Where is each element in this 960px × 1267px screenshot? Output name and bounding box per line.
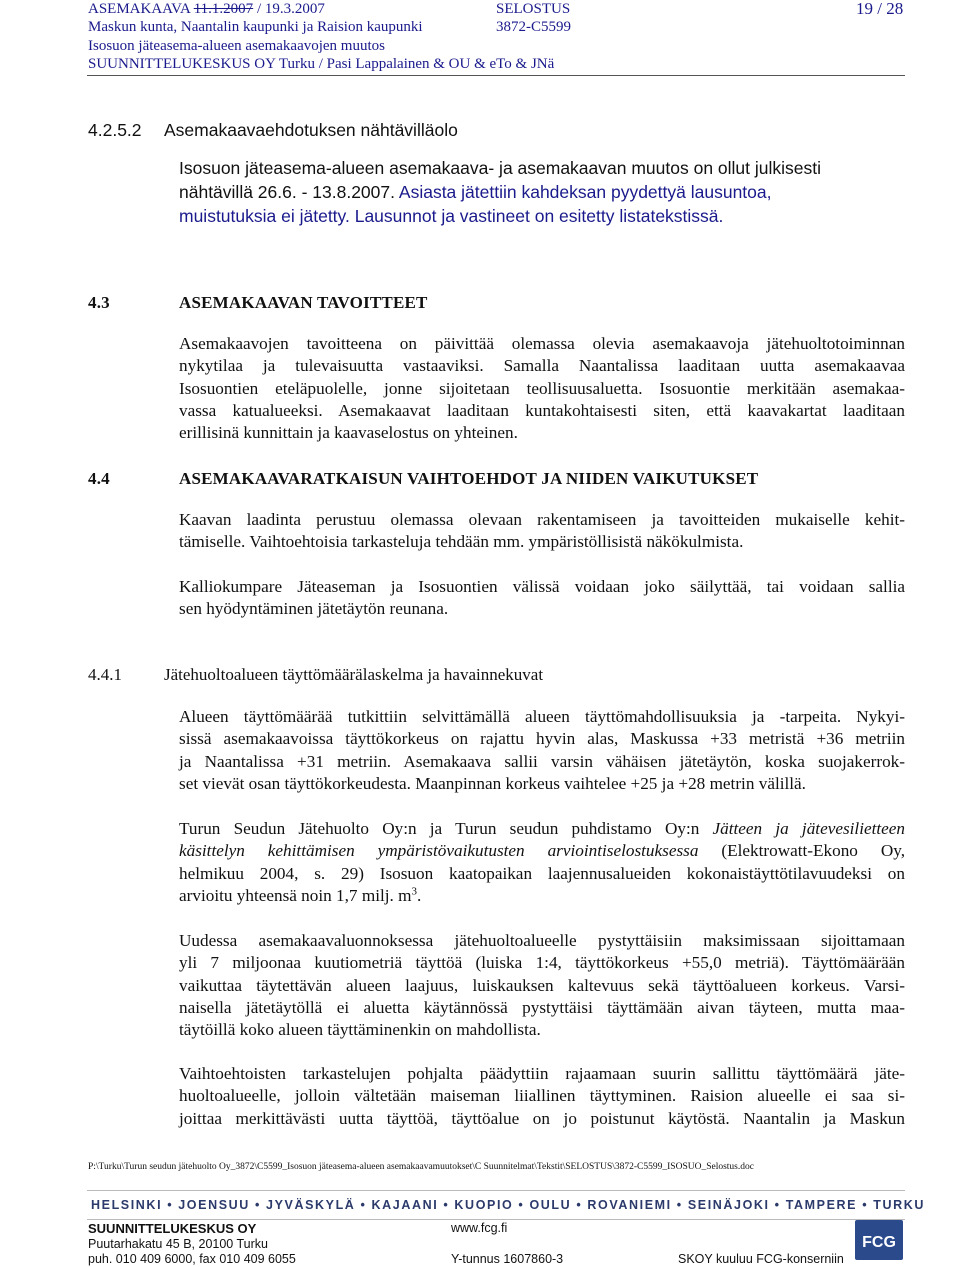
text-line: Uudessa asemakaavaluonnoksessa jätehuoltoalueelle pystyttäisiin maksimissaan sijoittamaan: [179, 931, 905, 950]
section-4-2-5-2-line: [179, 180, 905, 204]
text-line: sen hyödyntäminen jätetäytön reunana.: [179, 599, 449, 619]
office-cities-bar: [87, 1190, 925, 1220]
text-line: tämiselle. Vaihtoehtoisia tarkasteluja tehdään mm. ympäristöllisistä näkökulmista.: [179, 532, 744, 552]
section-4-2-5-2-paragraph: [179, 156, 905, 228]
section-4-4-number: 4.4: [88, 469, 110, 488]
fcg-logo-text: FCG: [862, 1234, 896, 1251]
section-4-3-paragraph: [179, 333, 905, 444]
text-line: nykytilaa ja tulevaisuutta vastaaviksi. Samalla Naantalissa laaditaan uutta asemakaavaa: [179, 356, 905, 376]
text-line: sissä asemakaavoissa täyttökorkeus on rajattu hyvin alas, Maskussa +33 metristä +36 metriin: [179, 729, 905, 749]
section-4-2-5-2-line: [179, 156, 905, 180]
header-municipalities: Maskun kunta, Naantalin kaupunki ja Raision kaupunki: [88, 19, 423, 35]
footer-website[interactable]: www.fcg.fi: [451, 1221, 508, 1235]
text-run-revised: Asiasta jätettiin kahdeksan pyydettyä lausuntoa,: [395, 182, 772, 202]
text-run: nähtävillä 26.6. - 13.8.2007.: [179, 182, 395, 202]
text-line: [179, 840, 905, 862]
superscript: 3: [411, 885, 417, 898]
fcg-logo: [855, 1220, 903, 1260]
text-line: Isosuontien eteläpuolelle, jonne sijoitetaan teollisuusaluetta. Isosuontie merkitään asemakaa-: [179, 378, 905, 398]
section-4-4-paragraph-2: [179, 576, 905, 621]
text-line: ja Naantalissa +31 metriin. Asemakaava sallii varsin vähäisen jätetäytön, koska suojakerrok-: [179, 751, 905, 771]
header-project-name: Isosuon jäteasema-alueen asemakaavojen muutos: [88, 38, 385, 54]
footer-group: SKOY kuuluu FCG-konserniin: [678, 1252, 844, 1266]
section-4-2-5-2-line: [179, 204, 905, 228]
text-run: arvioitu yhteensä noin 1,7 milj. m: [179, 885, 412, 905]
text-run: .: [416, 885, 422, 905]
footer-address: Puutarhakatu 45 B, 20100 Turku: [88, 1237, 268, 1251]
footer-company: SUUNNITTELUKESKUS OY: [88, 1221, 257, 1236]
section-4-4-1-number: 4.4.1: [88, 665, 122, 684]
text-run: Isosuon jäteasema-alueen asemakaava- ja asemakaavan muutos on ollut julkisesti: [179, 158, 822, 178]
text-line: joittaa merkittävästi uutta täyttöä, täyttöalue on jo poistunut käytöstä. Naantalin ja Maskun: [179, 1108, 905, 1128]
fcg-logo-icon: [857, 1226, 901, 1254]
section-4-2-5-2-title: Asemakaavaehdotuksen nähtävilläolo: [164, 120, 458, 140]
header-project-code: 3872-C5599: [496, 19, 571, 35]
text-run-revised: muistutuksia ei jätetty. Lausunnot ja vastineet on esitetty listatekstissä.: [179, 206, 724, 226]
header-divider: [87, 75, 905, 76]
header-date-struck: 11.1.2007: [193, 1, 254, 17]
header-consultants: SUUNNITTELUKESKUS OY Turku / Pasi Lappalainen & OU & eTo & JNä: [88, 56, 555, 72]
header-status: SELOSTUS: [496, 1, 571, 17]
text-line: erillisinä kunnittain ja kaavaselostus on yhteinen.: [179, 423, 518, 443]
text-line: huoltoalueelle, jolloin vältetään maiseman liiallinen täyttyminen. Raision alueelle ei saa si-: [179, 1086, 905, 1106]
header-date-sep: /: [253, 1, 265, 17]
section-4-4-paragraph-1: [179, 509, 905, 554]
header-date-current: 19.3.2007: [264, 1, 325, 17]
text-line: set vievät osan täyttökorkeudesta. Maanpinnan korkeus vaihtelee +25 ja +28 metrin välillä.: [179, 773, 806, 793]
file-path: P:\Turku\Turun seudun jätehuolto Oy_3872\C5599_Isosuon jäteasema-alueen asemakaavamuutokset\C Suunnitelmat\Tekstit\SELOSTUS\3872-C5599_ISOSUO_Selostus.doc: [88, 1162, 754, 1172]
section-4-2-5-2-number: 4.2.5.2: [88, 120, 142, 140]
header-line-1: [88, 0, 325, 18]
text-line: helmikuu 2004, s. 29) Isosuon kaatopaikan laajennusalueiden kokonaistäyttötilavuudeksi on: [179, 863, 905, 883]
text-line: naisella jätetäytöllä ei aluetta käytännössä pystyttäisi täyttämään aivan täyteen, mutta maa-: [179, 997, 905, 1017]
report-title-part-1: Jätteen ja jätevesilietteen: [712, 819, 905, 838]
section-4-3-number: 4.3: [88, 293, 110, 312]
text-line: täytöillä koko alueen täyttäminenkin on mahdollista.: [179, 1020, 541, 1040]
section-4-4-1-paragraph-4: [179, 1063, 905, 1130]
text-line: [179, 885, 905, 907]
text-line: yli 7 miljoonaa kuutiometriä täyttöä (luiska 1:4, täyttökorkeus +55,0 metriä). Täyttömäärään: [179, 953, 905, 973]
office-cities: HELSINKI • JOENSUU • JYVÄSKYLÄ • KAJAANI • KUOPIO • OULU • ROVANIEMI • SEINÄJOKI • TAMPERE • TURKU: [91, 1198, 925, 1212]
text-line: Kalliokumpare Jäteaseman ja Isosuontien välissä voidaan joko säilyttää, tai voidaan sallia: [179, 577, 905, 596]
text-run: (Elektrowatt-Ekono Oy,: [698, 841, 905, 861]
text-line: Asemakaavojen tavoitteena on päivittää olemassa olevia asemakaavoja jätehuoltotoiminnan: [179, 334, 905, 353]
section-4-4-1-paragraph-2: [179, 818, 905, 907]
footer-business-id: Y-tunnus 1607860-3: [451, 1252, 564, 1266]
header-page-number: 19 / 28: [856, 0, 904, 18]
section-4-4-1-paragraph-3: [179, 930, 905, 1041]
text-line: [179, 818, 905, 840]
text-line: vaikuttaa täytettävän alueen laajuus, luiskauksen kaltevuus sekä täyttöalueen korkeus. Varsi-: [179, 975, 905, 995]
section-4-4-1-paragraph-1: [179, 706, 905, 795]
footer-phone: puh. 010 409 6000, fax 010 409 6055: [88, 1252, 296, 1266]
section-4-3-title: ASEMAKAAVAN TAVOITTEET: [179, 293, 428, 312]
header-doc-type: ASEMAKAAVA: [88, 1, 190, 17]
report-title-part-2: käsittelyn kehittämisen ympäristövaikutusten arviointiselostuksessa: [179, 841, 699, 861]
text-line: Alueen täyttömäärää tutkittiin selvittämällä alueen täyttömahdollisuuksia ja -tarpeita. Nykyi-: [179, 707, 905, 726]
text-line: Kaavan laadinta perustuu olemassa olevaan rakentamiseen ja tavoitteiden mukaiselle kehit-: [179, 510, 905, 529]
section-4-4-title: ASEMAKAAVARATKAISUN VAIHTOEHDOT JA NIIDEN VAIKUTUKSET: [179, 469, 759, 488]
section-4-4-1-title: Jätehuoltoalueen täyttömäärälaskelma ja havainnekuvat: [164, 665, 544, 684]
text-line: vassa katualueeksi. Asemakaavat laaditaan kuntakohtaisesti siten, että kaavakartat laaditaan: [179, 400, 905, 420]
text-run: Turun Seudun Jätehuolto Oy:n ja Turun seudun puhdistamo Oy:n: [179, 819, 713, 838]
text-line: Vaihtoehtoisten tarkastelujen pohjalta päädyttiin rajaamaan suurin sallittu täyttömäärä jäte-: [179, 1064, 905, 1083]
